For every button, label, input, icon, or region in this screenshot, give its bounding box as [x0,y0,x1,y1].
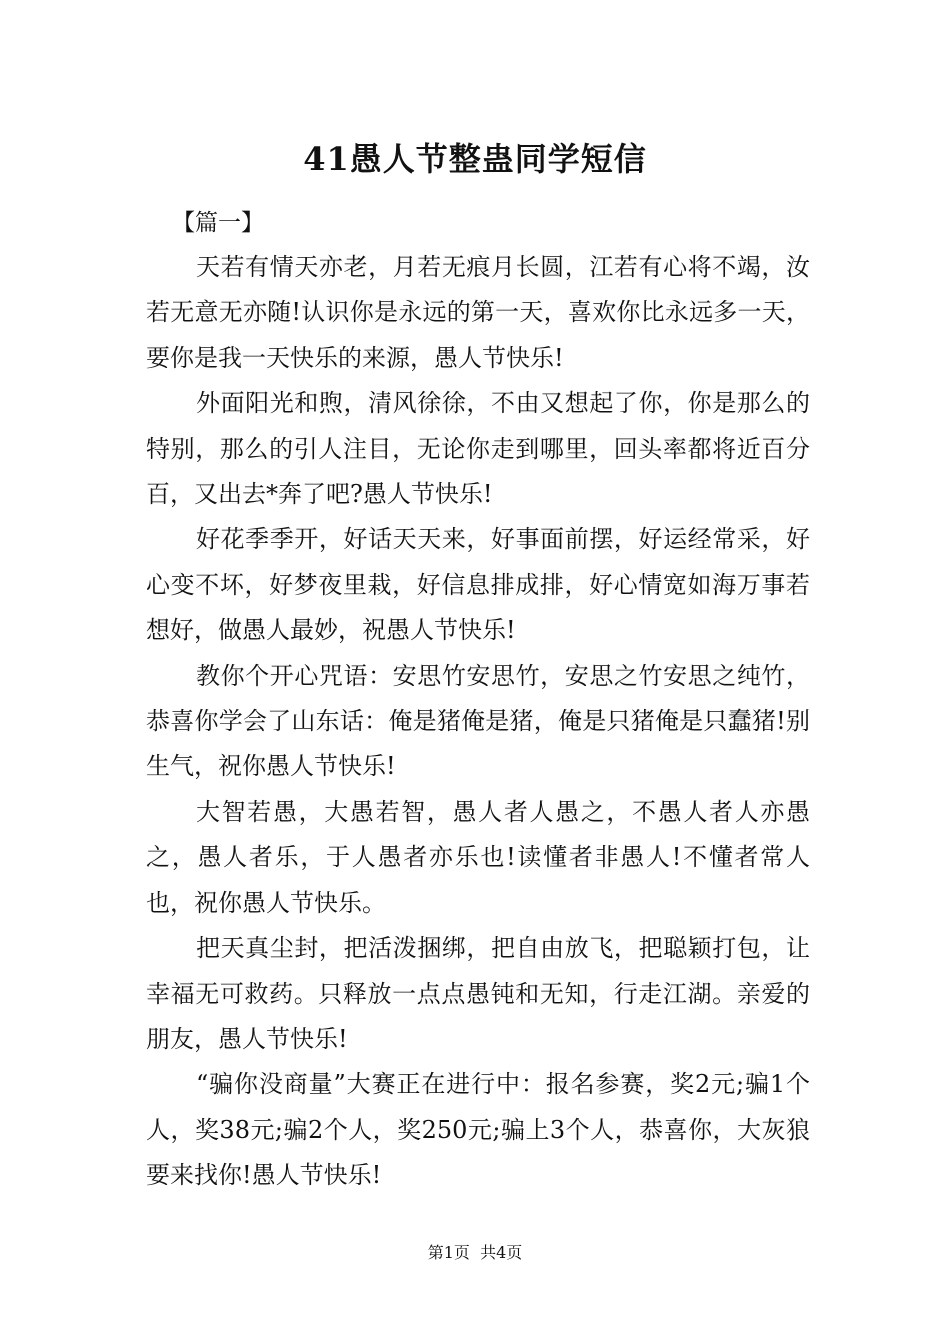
document-body [146,245,810,1199]
page-number: 第1页 [427,1243,470,1262]
paragraph: 大智若愚，大愚若智，愚人者人愚之，不愚人者人亦愚之，愚人者乐，于人愚者亦乐也!读懂者非愚人!不懂者常人也，祝你愚人节快乐。 [146,797,810,917]
paragraph: “骗你没商量”大赛正在进行中：报名参赛，奖2元;骗1个人，奖38元;骗2个人，奖250元;骗上3个人，恭喜你，大灰狼要来找你!愚人节快乐! [146,1070,810,1190]
paragraph: 好花季季开，好话天天来，好事面前摆，好运经常采，好心变不坏，好梦夜里栽，好信息排成排，好心情宽如海万事若想好，做愚人最妙，祝愚人节快乐! [146,525,810,645]
page-total: 共4页 [480,1243,523,1262]
paragraph: 天若有情天亦老，月若无痕月长圆，江若有心将不竭，汝若无意无亦随!认识你是永远的第一天，喜欢你比永远多一天，要你是我一天快乐的来源，愚人节快乐! [146,253,810,372]
section-heading: 【篇一】 [172,210,264,236]
paragraph: 外面阳光和煦，清风徐徐，不由又想起了你，你是那么的特别，那么的引人注目，无论你走到哪里，回头率都将近百分百，又出去*奔了吧?愚人节快乐! [146,389,810,509]
page-footer [0,1241,950,1265]
paragraph: 把天真尘封，把活泼捆绑，把自由放飞，把聪颖打包，让幸福无可救药。只释放一点点愚钝和无知，行走江湖。亲爱的朋友，愚人节快乐! [146,934,810,1053]
paragraph: 教你个开心咒语：安思竹安思竹，安思之竹安思之纯竹，恭喜你学会了山东话：俺是猪俺是猪，俺是只猪俺是只蠢猪!别生气，祝你愚人节快乐! [146,661,810,781]
document-title: 41愚人节整蛊同学短信 [303,140,647,178]
